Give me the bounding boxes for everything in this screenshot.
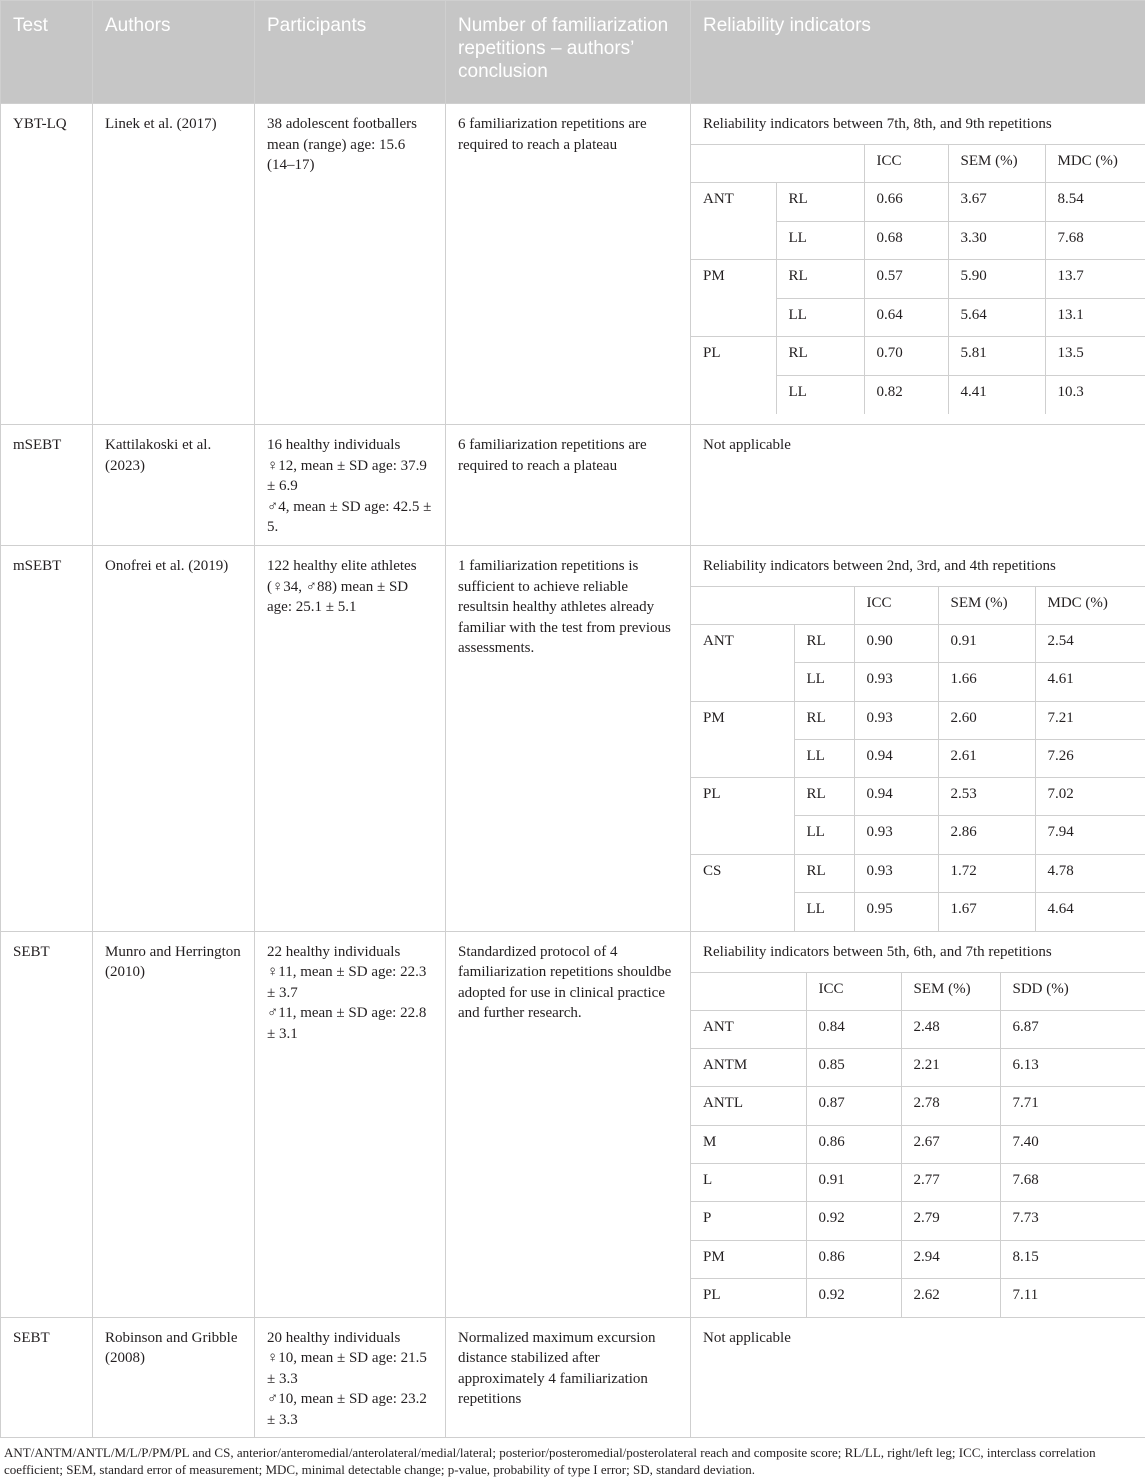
reliability-subtable	[691, 972, 1145, 1317]
subtable-blank	[691, 145, 776, 183]
conclusion: Normalized maximum excursion distance stabilized after approximately 4 familiarization repetitions	[458, 1329, 656, 1408]
subtable-column-header: SDD (%)	[1000, 972, 1145, 1010]
test-name: SEBT	[13, 1329, 50, 1346]
subtable-row	[691, 625, 1145, 663]
subtable-header	[691, 145, 1145, 183]
cell-reliability	[691, 546, 1145, 932]
metric-value: 4.41	[948, 375, 1045, 414]
leg-label: RL	[794, 625, 854, 663]
subtable-row	[691, 298, 1145, 337]
metric-value: 5.90	[948, 260, 1045, 299]
subtable-column-header: SEM (%)	[948, 145, 1045, 183]
cell-participants	[255, 546, 446, 932]
metric-value: 8.15	[1000, 1240, 1145, 1278]
subtable-column-header: SEM (%)	[938, 587, 1035, 625]
metric-value: 3.30	[948, 221, 1045, 260]
metric-value: 7.02	[1035, 778, 1145, 816]
authors: Munro and Herrington (2010)	[105, 943, 241, 981]
subtable-column-header: SEM (%)	[901, 972, 1000, 1010]
subtable-header	[691, 972, 1145, 1010]
subtable-row	[691, 854, 1145, 892]
subtable-column-header: MDC (%)	[1045, 145, 1145, 183]
reach-direction	[691, 221, 776, 260]
reach-direction: M	[691, 1125, 806, 1163]
table-row	[1, 931, 1145, 1317]
reliability-subtable	[691, 144, 1145, 414]
metric-value: 13.7	[1045, 260, 1145, 299]
cell-reliability	[691, 931, 1145, 1317]
subtable-row	[691, 183, 1145, 222]
leg-label: LL	[794, 663, 854, 701]
cell-test	[1, 425, 93, 546]
participants-line: ♂4, mean ± SD age: 42.5 ± 5.	[267, 498, 432, 535]
participants	[255, 425, 445, 544]
leg-label: RL	[794, 701, 854, 739]
header-test: Test	[1, 1, 93, 104]
participants-line: ♀12, mean ± SD age: 37.9 ± 6.9	[267, 457, 427, 494]
cell-authors	[93, 1317, 255, 1437]
subtable-row	[691, 893, 1145, 931]
header-row	[1, 1, 1145, 104]
test-name: SEBT	[13, 943, 50, 960]
metric-value: 2.21	[901, 1049, 1000, 1087]
metric-value: 7.40	[1000, 1125, 1145, 1163]
metric-value: 13.5	[1045, 337, 1145, 376]
metric-value: 4.78	[1035, 854, 1145, 892]
metric-value: 2.79	[901, 1202, 1000, 1240]
cell-participants	[255, 1317, 446, 1437]
authors: Kattilakoski et al. (2023)	[105, 437, 212, 474]
subtable-row	[691, 816, 1145, 854]
reliability-not-applicable: Not applicable	[703, 437, 791, 453]
table-row	[1, 1317, 1145, 1437]
subtable-row	[691, 663, 1145, 701]
subtable-row	[691, 1240, 1145, 1278]
metric-value: 2.54	[1035, 625, 1145, 663]
subtable-row	[691, 1202, 1145, 1240]
participants-line: 20 healthy individuals	[267, 1329, 401, 1346]
subtable-row	[691, 1087, 1145, 1125]
metric-value: 2.78	[901, 1087, 1000, 1125]
cell-conclusion	[446, 104, 691, 425]
leg-label: RL	[776, 183, 864, 222]
cell-test	[1, 931, 93, 1317]
reach-direction: PL	[691, 778, 794, 816]
subtable-blank	[691, 972, 806, 1010]
leg-label: LL	[776, 375, 864, 414]
metric-value: 2.77	[901, 1164, 1000, 1202]
subtable-row	[691, 701, 1145, 739]
cell-authors	[93, 931, 255, 1317]
table-footnote: ANT/ANTM/ANTL/M/L/P/PM/PL and CS, anterior/anteromedial/anterolateral/medial/lateral; posterior/posteromedial/posterolateral reach and composite score; RL/LL, right/left leg; ICC, interclass correlation coefficient; SEM, standard error of measurement; MDC, minimal detectable change; p-value, probability of type I error; SD, standard deviation.	[4, 1445, 1096, 1477]
leg-label: LL	[776, 298, 864, 337]
metric-value: 0.94	[854, 739, 938, 777]
table-row	[1, 546, 1145, 932]
metric-value: 0.93	[854, 816, 938, 854]
cell-participants	[255, 104, 446, 425]
header-familiarization: Number of familiarization repetitions – authors’ conclusion	[446, 1, 691, 104]
subtable-row	[691, 337, 1145, 376]
subtable-row	[691, 375, 1145, 414]
authors: Linek et al. (2017)	[105, 116, 217, 132]
cell-conclusion	[446, 931, 691, 1317]
subtable-column-header: MDC (%)	[1035, 587, 1145, 625]
subtable-row	[691, 739, 1145, 777]
metric-value: 7.68	[1000, 1164, 1145, 1202]
subtable-row	[691, 1010, 1145, 1048]
cell-authors	[93, 546, 255, 932]
metric-value: 0.95	[854, 893, 938, 931]
metric-value: 0.84	[806, 1010, 901, 1048]
metric-value: 7.11	[1000, 1278, 1145, 1316]
subtable-row	[691, 1125, 1145, 1163]
metric-value: 13.1	[1045, 298, 1145, 337]
cell-reliability	[691, 1317, 1145, 1437]
metric-value: 0.64	[864, 298, 948, 337]
reach-direction: PL	[691, 1278, 806, 1316]
subtable-blank	[776, 145, 864, 183]
reach-direction: ANTL	[691, 1087, 806, 1125]
participants-line: ♀10, mean ± SD age: 21.5 ± 3.3	[267, 1350, 427, 1387]
test-name: YBT-LQ	[13, 116, 67, 132]
reach-direction: PM	[691, 701, 794, 739]
table-row	[1, 104, 1145, 425]
reach-direction: P	[691, 1202, 806, 1240]
metric-value: 0.91	[806, 1164, 901, 1202]
metric-value: 0.66	[864, 183, 948, 222]
leg-label: RL	[794, 854, 854, 892]
subtable-row	[691, 1278, 1145, 1316]
metric-value: 0.93	[854, 663, 938, 701]
participants-line: 122 healthy elite athletes (♀34, ♂88) mean ± SD age: 25.1 ± 5.1	[267, 558, 417, 615]
cell-participants	[255, 425, 446, 546]
conclusion: 6 familiarization repetitions are required to reach a plateau	[458, 116, 647, 153]
test-name: mSEBT	[13, 558, 62, 574]
reach-direction: PM	[691, 260, 776, 299]
reach-direction	[691, 663, 794, 701]
header-authors: Authors	[93, 1, 255, 104]
metric-value: 3.67	[948, 183, 1045, 222]
cell-conclusion	[446, 425, 691, 546]
subtable-column-header: ICC	[864, 145, 948, 183]
cell-authors	[93, 104, 255, 425]
reliability-not-applicable: Not applicable	[703, 1329, 791, 1346]
subtable-blank	[691, 587, 794, 625]
reliability-subtable	[691, 586, 1145, 931]
conclusion: Standardized protocol of 4 familiarization repetitions shouldbe adopted for use in clinical practice and further research.	[458, 943, 672, 1022]
metric-value: 0.85	[806, 1049, 901, 1087]
metric-value: 0.93	[854, 854, 938, 892]
leg-label: LL	[776, 221, 864, 260]
metric-value: 0.68	[864, 221, 948, 260]
metric-value: 2.94	[901, 1240, 1000, 1278]
metric-value: 8.54	[1045, 183, 1145, 222]
subtable-row	[691, 221, 1145, 260]
metric-value: 0.91	[938, 625, 1035, 663]
subtable-row	[691, 1049, 1145, 1087]
reach-direction: CS	[691, 854, 794, 892]
metric-value: 10.3	[1045, 375, 1145, 414]
metric-value: 2.61	[938, 739, 1035, 777]
reliability-title: Reliability indicators between 5th, 6th, and 7th repetitions	[703, 943, 1052, 960]
metric-value: 0.92	[806, 1278, 901, 1316]
participants	[255, 1318, 445, 1437]
reach-direction	[691, 893, 794, 931]
leg-label: LL	[794, 739, 854, 777]
leg-label: RL	[794, 778, 854, 816]
metric-value: 7.21	[1035, 701, 1145, 739]
metric-value: 7.71	[1000, 1087, 1145, 1125]
cell-test	[1, 104, 93, 425]
test-name: mSEBT	[13, 437, 62, 453]
metric-value: 0.57	[864, 260, 948, 299]
table-row	[1, 425, 1145, 546]
metric-value: 0.82	[864, 375, 948, 414]
reach-direction: PL	[691, 337, 776, 376]
subtable-row	[691, 778, 1145, 816]
reliability-title: Reliability indicators between 2nd, 3rd, and 4th repetitions	[703, 558, 1056, 574]
reach-direction: ANT	[691, 1010, 806, 1048]
metric-value: 5.81	[948, 337, 1045, 376]
metric-value: 1.66	[938, 663, 1035, 701]
reach-direction	[691, 375, 776, 414]
metric-value: 0.90	[854, 625, 938, 663]
cell-test	[1, 546, 93, 932]
header-participants: Participants	[255, 1, 446, 104]
header-reliability: Reliability indicators	[691, 1, 1145, 104]
metric-value: 2.53	[938, 778, 1035, 816]
reach-direction: PM	[691, 1240, 806, 1278]
reach-direction	[691, 739, 794, 777]
metric-value: 0.70	[864, 337, 948, 376]
metric-value: 7.73	[1000, 1202, 1145, 1240]
metric-value: 2.86	[938, 816, 1035, 854]
cell-reliability	[691, 104, 1145, 425]
metric-value: 6.87	[1000, 1010, 1145, 1048]
conclusion: 6 familiarization repetitions are required to reach a plateau	[458, 437, 647, 474]
metric-value: 0.86	[806, 1240, 901, 1278]
metric-value: 5.64	[948, 298, 1045, 337]
reach-direction: ANTM	[691, 1049, 806, 1087]
cell-reliability	[691, 425, 1145, 546]
metric-value: 2.67	[901, 1125, 1000, 1163]
leg-label: LL	[794, 893, 854, 931]
participants-line: ♂11, mean ± SD age: 22.8 ± 3.1	[267, 1005, 427, 1042]
reach-direction	[691, 298, 776, 337]
participants	[255, 546, 445, 624]
metric-value: 1.72	[938, 854, 1035, 892]
metric-value: 6.13	[1000, 1049, 1145, 1087]
participants	[255, 104, 445, 182]
metric-value: 2.48	[901, 1010, 1000, 1048]
metric-value: 2.60	[938, 701, 1035, 739]
metric-value: 2.62	[901, 1278, 1000, 1316]
subtable-column-header: ICC	[854, 587, 938, 625]
metric-value: 0.86	[806, 1125, 901, 1163]
subtable-row	[691, 260, 1145, 299]
participants	[255, 932, 445, 1051]
participants-line: 22 healthy individuals	[267, 943, 401, 960]
metric-value: 0.92	[806, 1202, 901, 1240]
metric-value: 4.61	[1035, 663, 1145, 701]
metric-value: 7.94	[1035, 816, 1145, 854]
cell-conclusion	[446, 546, 691, 932]
leg-label: RL	[776, 260, 864, 299]
metric-value: 1.67	[938, 893, 1035, 931]
subtable-blank	[794, 587, 854, 625]
metric-value: 0.87	[806, 1087, 901, 1125]
leg-label: LL	[794, 816, 854, 854]
reach-direction: ANT	[691, 625, 794, 663]
participants-line: ♂10, mean ± SD age: 23.2 ± 3.3	[267, 1391, 427, 1428]
leg-label: RL	[776, 337, 864, 376]
subtable-column-header: ICC	[806, 972, 901, 1010]
metric-value: 7.26	[1035, 739, 1145, 777]
cell-participants	[255, 931, 446, 1317]
authors: Onofrei et al. (2019)	[105, 558, 229, 574]
cell-test	[1, 1317, 93, 1437]
metric-value: 4.64	[1035, 893, 1145, 931]
participants-line: 38 adolescent footballers mean (range) age: 15.6 (14–17)	[267, 116, 417, 173]
authors: Robinson and Gribble (2008)	[105, 1329, 238, 1367]
subtable-row	[691, 1164, 1145, 1202]
subtable-header	[691, 587, 1145, 625]
reliability-title: Reliability indicators between 7th, 8th, and 9th repetitions	[703, 116, 1052, 132]
cell-authors	[93, 425, 255, 546]
metric-value: 0.94	[854, 778, 938, 816]
reach-direction: ANT	[691, 183, 776, 222]
participants-line: 16 healthy individuals	[267, 437, 401, 453]
cell-conclusion	[446, 1317, 691, 1437]
conclusion: 1 familiarization repetitions is sufficient to achieve reliable resultsin healthy athletes already familiar with the test from previous assessments.	[458, 558, 671, 656]
metric-value: 7.68	[1045, 221, 1145, 260]
reach-direction	[691, 816, 794, 854]
participants-line: ♀11, mean ± SD age: 22.3 ± 3.7	[267, 964, 427, 1001]
metric-value: 0.93	[854, 701, 938, 739]
reach-direction: L	[691, 1164, 806, 1202]
